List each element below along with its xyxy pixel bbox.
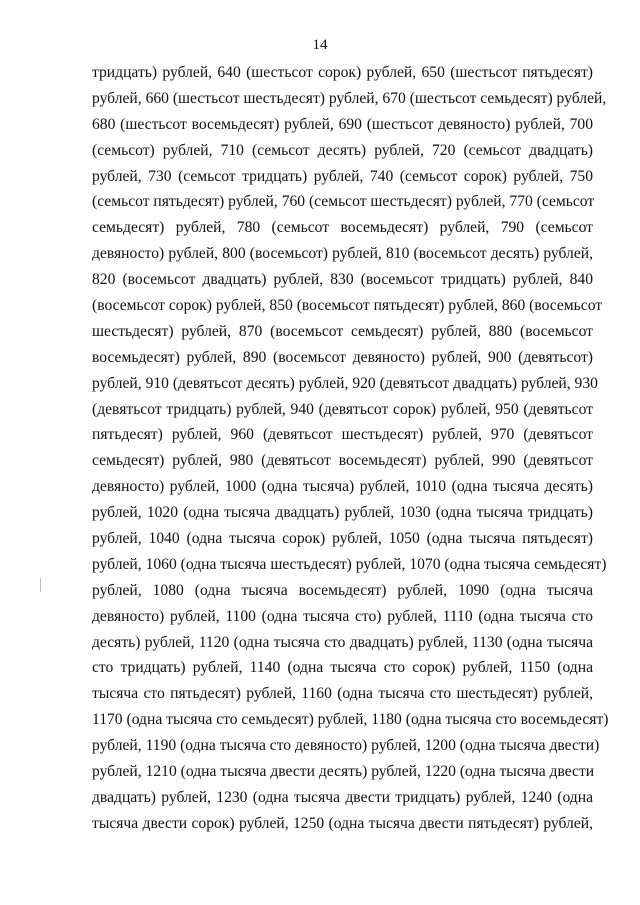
body-text [92, 60, 609, 837]
text-line: рублей, 730 (семьсот тридцать) рублей, 740 (семьсот сорок) рублей, 750 [92, 167, 593, 185]
text-line: пятьдесят) рублей, 960 (девятьсот шестьдесят) рублей, 970 (девятьсот [92, 426, 593, 444]
text-line: рублей, 1080 (одна тысяча восемьдесят) рублей, 1090 (одна тысяча [92, 581, 593, 599]
text-line: тридцать) рублей, 640 (шестьсот сорок) рублей, 650 (шестьсот пятьдесят) [92, 64, 593, 81]
text-line: семьдесят) рублей, 980 (девятьсот восемьдесят) рублей, 990 (девятьсот [92, 452, 593, 470]
text-line: семьдесят) рублей, 780 (семьсот восемьдесят) рублей, 790 (семьсот [92, 219, 593, 237]
text-line: рублей, 910 (девятьсот десять) рублей, 920 (девятьсот двадцать) рублей, 930 [92, 374, 598, 392]
text-line: 680 (шестьсот восемьдесят) рублей, 690 (шестьсот девяносто) рублей, 700 [92, 115, 593, 133]
text-line: рублей, 1190 (одна тысяча сто девяносто) рублей, 1200 (одна тысяча двести) [92, 737, 600, 755]
text-line: восемьдесят) рублей, 890 (восемьсот девяносто) рублей, 900 (девятьсот) [92, 348, 593, 366]
text-line: (семьсот пятьдесят) рублей, 760 (семьсот шестьдесят) рублей, 770 (семьсот [92, 193, 595, 211]
text-line: (девятьсот тридцать) рублей, 940 (девятьсот сорок) рублей, 950 (девятьсот [92, 400, 593, 418]
text-line: девяносто) рублей, 1100 (одна тысяча сто) рублей, 1110 (одна тысяча сто [92, 607, 593, 625]
text-line: шестьдесят) рублей, 870 (восемьсот семьдесят) рублей, 880 (восемьсот [92, 322, 593, 340]
text-line: сто тридцать) рублей, 1140 (одна тысяча сто сорок) рублей, 1150 (одна [92, 659, 593, 677]
text-line: 1170 (одна тысяча сто семьдесят) рублей, 1180 (одна тысяча сто восемьдесят) [92, 711, 609, 729]
text-line: (восемьсот сорок) рублей, 850 (восемьсот пятьдесят) рублей, 860 (восемьсот [92, 297, 603, 315]
text-line: девяносто) рублей, 1000 (одна тысяча) рублей, 1010 (одна тысяча десять) [92, 478, 593, 496]
text-line: девяносто) рублей, 800 (восемьсот) рублей, 810 (восемьсот десять) рублей, [92, 245, 593, 263]
text-line: рублей, 660 (шестьсот шестьдесят) рублей, 670 (шестьсот семьдесят) рублей, [92, 89, 607, 107]
text-line: рублей, 1060 (одна тысяча шестьдесят) рублей, 1070 (одна тысяча семьдесят) [92, 555, 607, 573]
text-line: рублей, 1210 (одна тысяча двести десять) рублей, 1220 (одна тысяча двести [92, 763, 595, 781]
text-line: 820 (восемьсот двадцать) рублей, 830 (восемьсот тридцать) рублей, 840 [92, 271, 593, 289]
margin-scan-mark [40, 578, 41, 592]
text-line: (семьсот) рублей, 710 (семьсот десять) рублей, 720 (семьсот двадцать) [92, 141, 593, 159]
text-line: тысяча сто пятьдесят) рублей, 1160 (одна тысяча сто шестьдесят) рублей, [92, 685, 593, 703]
page-number: 14 [312, 37, 328, 53]
text-line: двадцать) рублей, 1230 (одна тысяча двести тридцать) рублей, 1240 (одна [92, 788, 593, 806]
text-line: рублей, 1020 (одна тысяча двадцать) рублей, 1030 (одна тысяча тридцать) [92, 504, 593, 522]
text-line: тысяча двести сорок) рублей, 1250 (одна тысяча двести пятьдесят) рублей, [92, 814, 593, 832]
text-line: десять) рублей, 1120 (одна тысяча сто двадцать) рублей, 1130 (одна тысяча [92, 633, 593, 651]
text-line: рублей, 1040 (одна тысяча сорок) рублей, 1050 (одна тысяча пятьдесят) [92, 530, 593, 548]
